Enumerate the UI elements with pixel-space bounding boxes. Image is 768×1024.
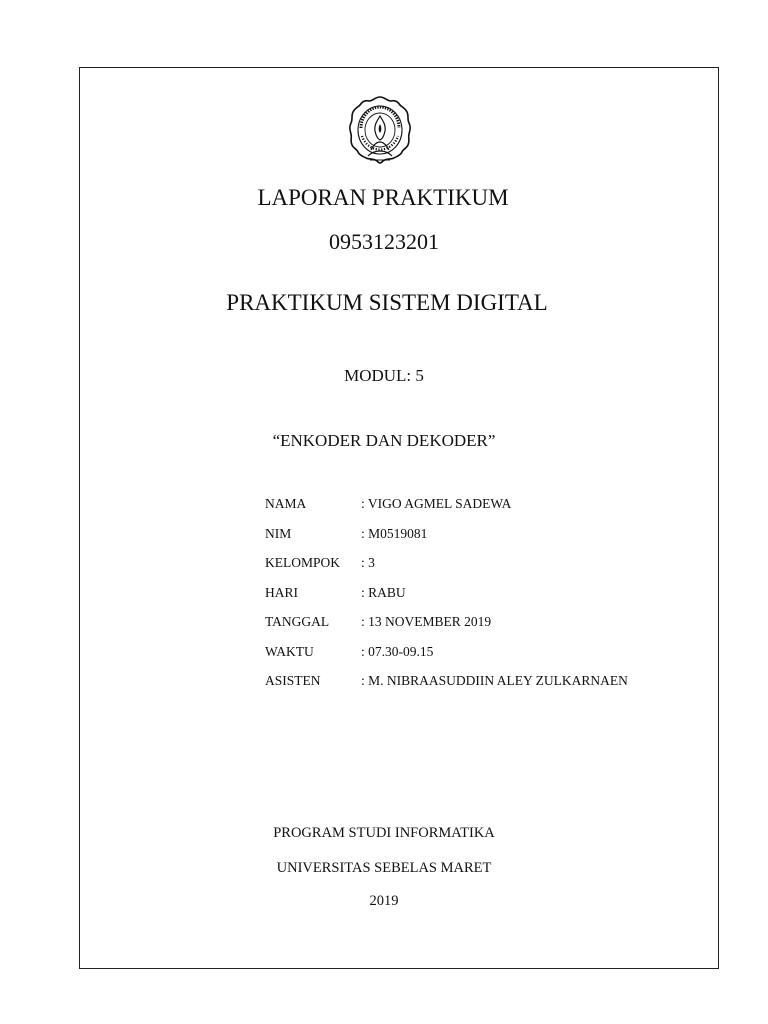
info-label: ASISTEN bbox=[265, 673, 321, 688]
university-name: UNIVERSITAS SEBELAS MARET bbox=[276, 860, 492, 876]
info-label: NAMA bbox=[265, 496, 307, 511]
university-seal-icon bbox=[347, 94, 413, 170]
course-title: PRAKTIKUM SISTEM DIGITAL bbox=[226, 290, 548, 315]
info-label: TANGGAL bbox=[265, 614, 330, 629]
info-label: HARI bbox=[265, 584, 298, 600]
module-label: MODUL: 5 bbox=[344, 366, 424, 385]
info-value: : VIGO AGMEL SADEWA bbox=[361, 496, 512, 511]
info-value: : M0519081 bbox=[361, 525, 428, 541]
module-topic: “ENKODER DAN DEKODER” bbox=[272, 431, 496, 450]
info-label: KELOMPOK bbox=[265, 555, 341, 570]
info-label: WAKTU bbox=[265, 643, 314, 659]
info-value: : M. NIBRAASUDDIIN ALEY ZULKARNAEN bbox=[361, 673, 628, 688]
info-value: : 3 bbox=[361, 555, 375, 570]
info-value: : 13 NOVEMBER 2019 bbox=[361, 614, 492, 629]
info-value: : 07.30-09.15 bbox=[361, 643, 434, 659]
study-program: PROGRAM STUDI INFORMATIKA bbox=[273, 825, 495, 841]
info-value: : RABU bbox=[361, 584, 406, 600]
info-label: NIM bbox=[265, 525, 292, 541]
report-year: 2019 bbox=[369, 893, 399, 909]
report-number: 0953123201 bbox=[329, 229, 439, 254]
report-title: LAPORAN PRAKTIKUM bbox=[257, 185, 509, 210]
